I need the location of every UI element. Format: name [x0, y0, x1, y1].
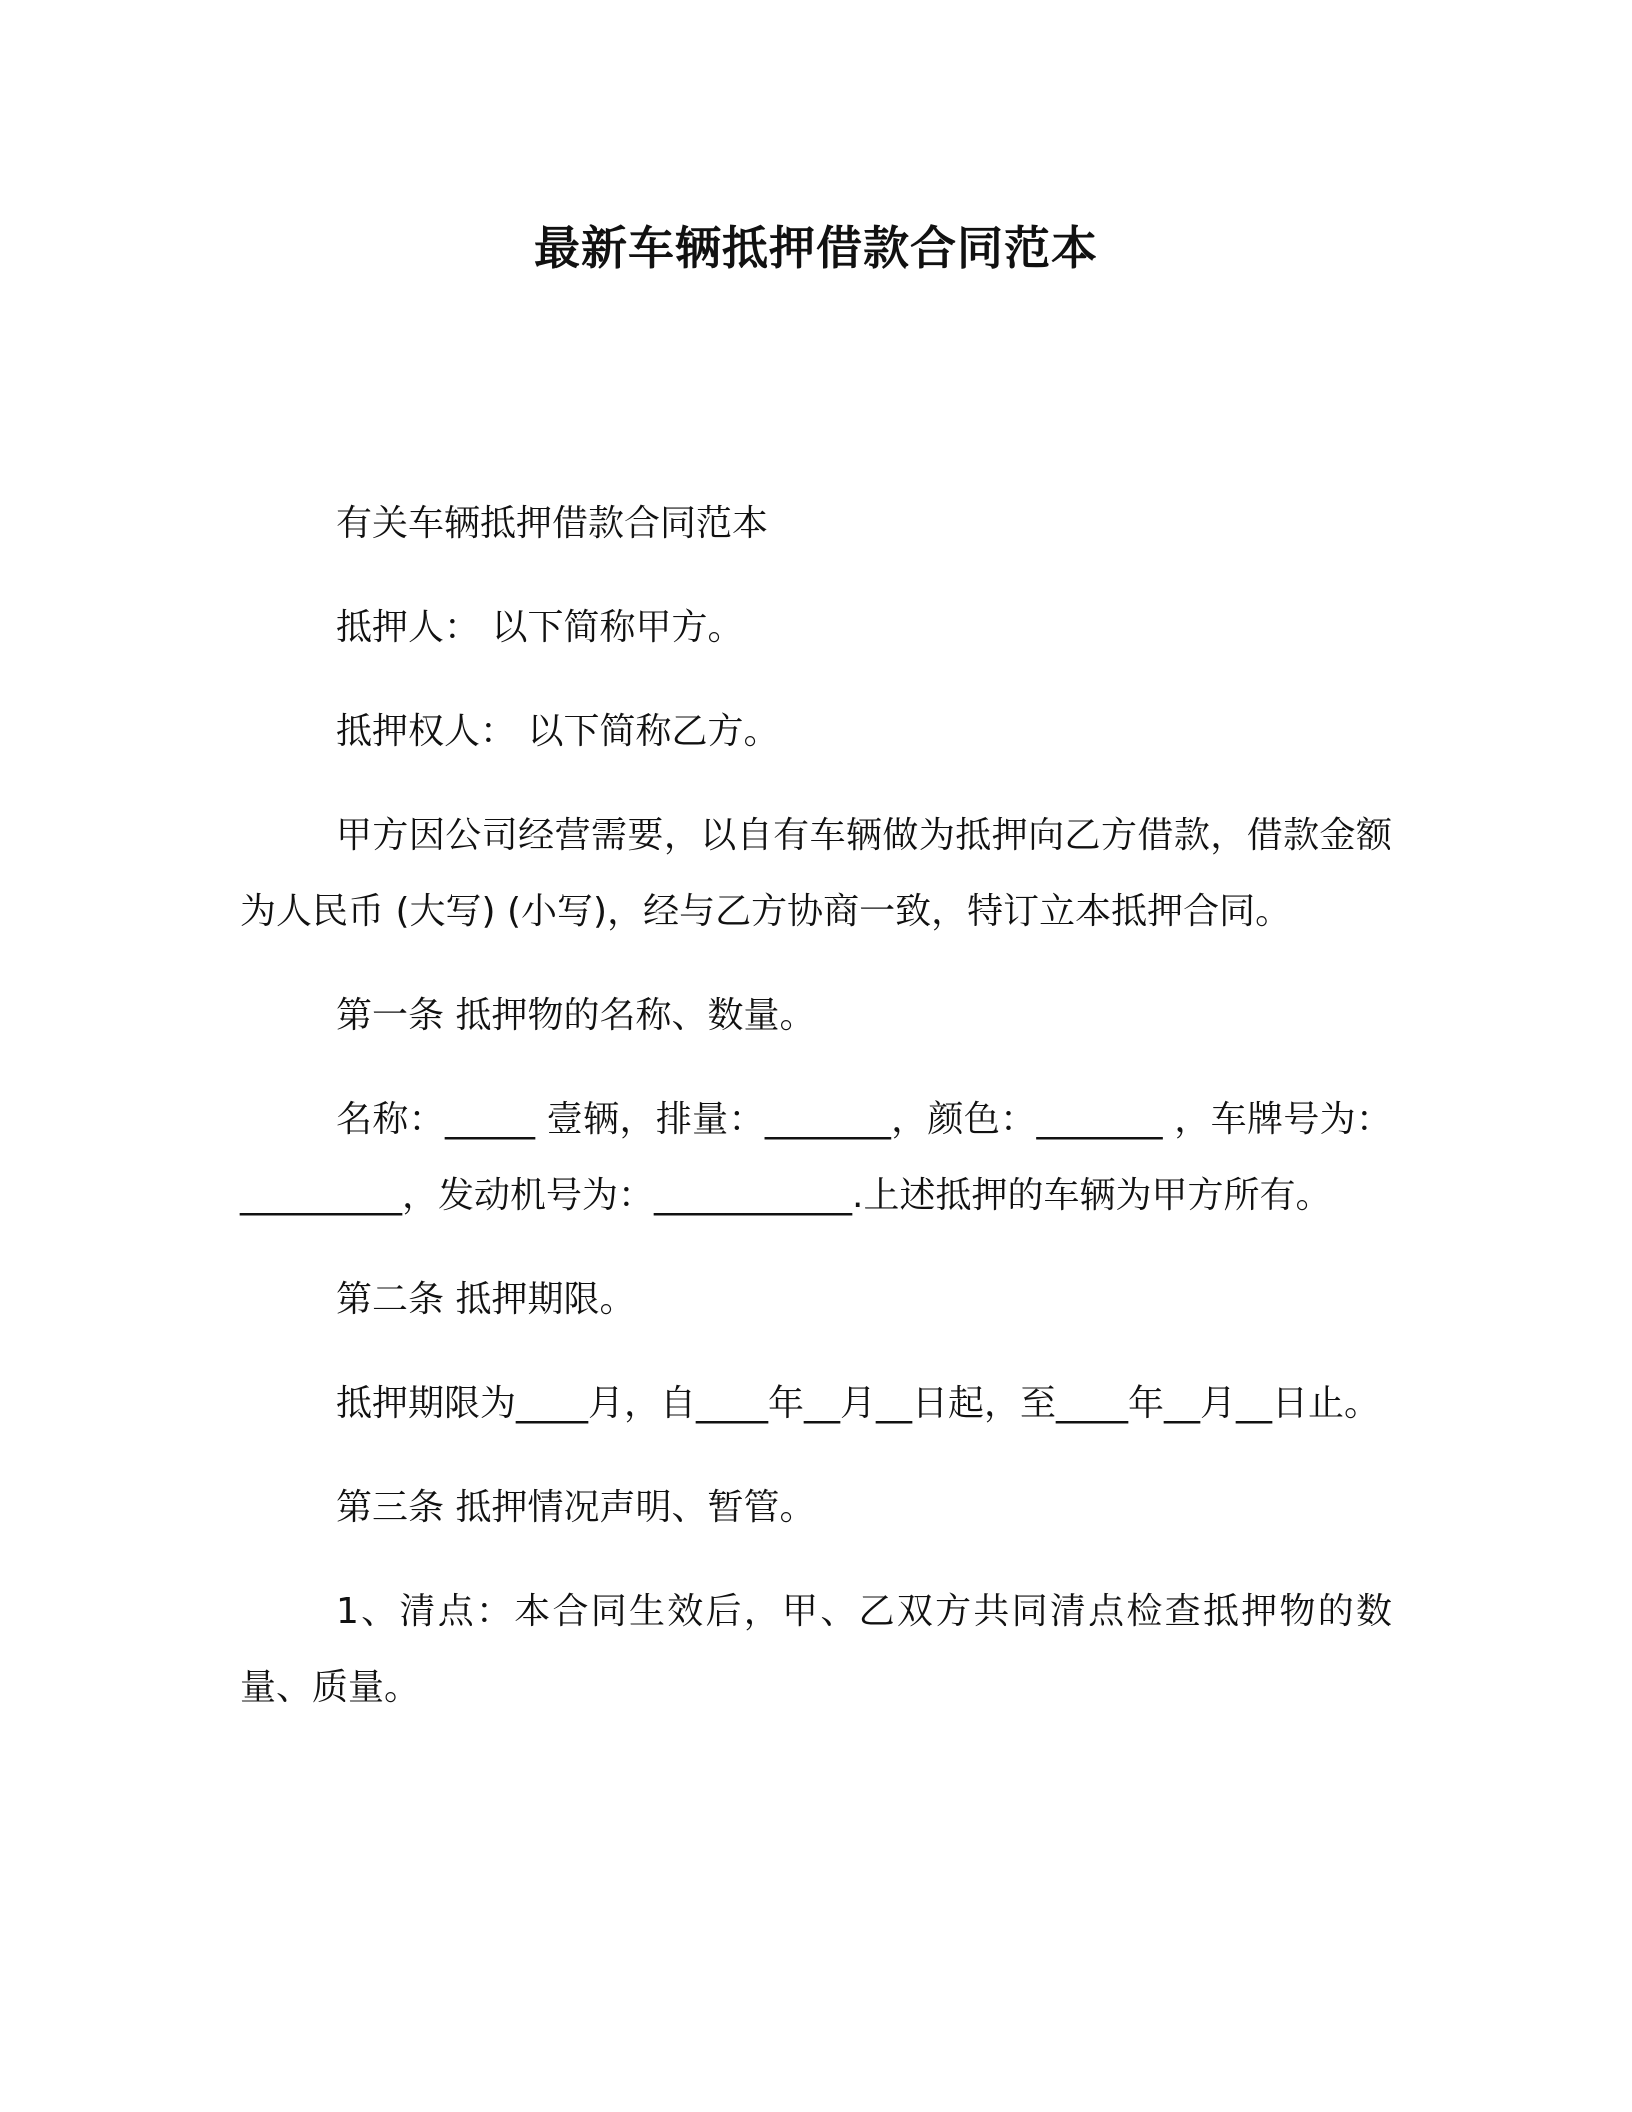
paragraph-article-two-heading: 第二条 抵押期限。: [336, 1279, 636, 1320]
paragraph-vehicle-details: 名称：_____ 壹辆，排量：_______，颜色：_______ ，车牌号为：_________，发动机号为：___________.上述抵押的车辆为甲方所有。: [240, 1099, 1392, 1216]
paragraph-article-one-heading: 第一条 抵押物的名称、数量。: [336, 995, 816, 1036]
paragraph-mortgagee: 抵押权人： 以下简称乙方。: [336, 711, 780, 752]
paragraph-inventory-check: 1、清点：本合同生效后，甲、乙双方共同清点检查抵押物的数量、质量。: [240, 1591, 1392, 1708]
paragraph-mortgage-period: 抵押期限为____月，自____年__月__日起，至____年__月__日止。: [336, 1383, 1381, 1424]
paragraph-subtitle: 有关车辆抵押借款合同范本: [336, 503, 769, 544]
paragraph-article-three-heading: 第三条 抵押情况声明、暂管。: [336, 1487, 816, 1528]
paragraph-loan-purpose: 甲方因公司经营需要，以自有车辆做为抵押向乙方借款，借款金额为人民币 (大写) (小写)，经与乙方协商一致，特订立本抵押合同。: [240, 815, 1392, 932]
document-title: 最新车辆抵押借款合同范本: [534, 221, 1098, 275]
paragraph-mortgagor: 抵押人： 以下简称甲方。: [336, 607, 744, 648]
document-body: [240, 486, 1392, 1754]
